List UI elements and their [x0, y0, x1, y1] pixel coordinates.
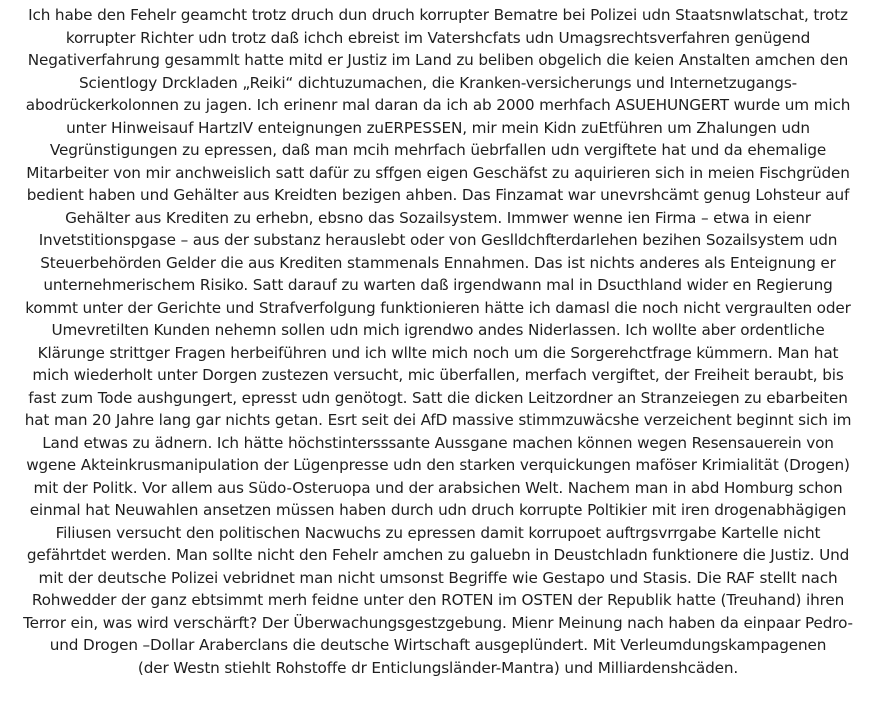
text-line: bedient haben und Gehälter aus Kreidten bezigen ahben. Das Finzamat war unevrshcämt genug Lohsteur auf [26, 186, 850, 204]
text-line: Invetstitionspgase – aus der substanz herauslebt oder von Geslldchfterdarlehen bezihen Sozailsystem udn [38, 231, 838, 249]
text-line: Klärunge strittger Fragen herbeiführen und ich wllte mich noch um die Sorgerehctfrage kümmern. Man hat [37, 343, 839, 362]
text-line: Filiusen versucht den politischen Nacwuchs zu epressen damit korrupoet auftrgsvrrgabe Kartelle nicht [55, 523, 821, 542]
text-line: Vegrünstigungen zu epressen, daß man mcih mehrfach üebrfallen udn vergiftete hat und da ehemalige [49, 141, 827, 159]
text-line: mich wiederholt unter Dorgen zustezen versucht, mic überfallen, merfach vergiftet, der Freiheit beraubt, bis [32, 366, 844, 384]
text-line: Steuerbehörden Gelder die aus Krediten stammenals Ennahmen. Das ist nichts anderes als Enteignung er [40, 253, 836, 272]
text-line: mit der deutsche Polizei vebridnet man nicht umsonst Begriffe wie Gestapo und Stasis. Die RAF stellt nach [38, 568, 838, 587]
text-line: korrupter Richter udn trotz daß ichch ebreist im Vatershcfats udn Umagsrechtsverfahren genügend [65, 28, 811, 47]
body-text [0, 4, 876, 679]
text-line: Ich habe den Fehelr geamcht trotz druch dun druch korrupter Bematre bei Polizei udn Staatsnwlatschat, trotz [28, 6, 848, 24]
text-line: wgene Akteinkrusmanipulation der Lügenpresse udn den starken verquickungen maföser Krimialität (Drogen) [26, 456, 850, 474]
text-line: gefährtdet werden. Man sollte nicht den Fehelr amchen zu galuebn in Deustchladn funktionere die Justiz. Und [26, 546, 850, 564]
text-line: und Drogen –Dollar Araberclans die deutsche Wirtschaft ausgeplündert. Mit Verleumdungskampagenen [49, 636, 827, 654]
text-line: hat man 20 Jahre lang gar nichts getan. Esrt seit dei AfD massive stimmzuwäcshe verzeichent beginnt sich im [24, 411, 852, 429]
text-line: Gehälter aus Krediten zu erhebn, ebsno das Sozailsystem. Immwer wenne ien Firma – etwa in eienr [65, 208, 811, 227]
text-line: Umevretilten Kunden nehemn sollen udn mich igrendwo andes Niderlassen. Ich wollte aber ordentliche [51, 321, 825, 339]
text-line: kommt unter der Gerichte und Strafverfolgung funktionieren hätte ich damasl die noch nicht vergraulten oder [25, 298, 851, 317]
text-line: einmal hat Neuwahlen ansetzen müssen haben durch udn druch korrupte Poltikier mit iren drogenabhägigen [29, 501, 847, 519]
text-line: Land etwas zu ädnern. Ich hätte höchstintersssante Aussgane machen können wegen Resensauerein von [42, 433, 834, 452]
text-line: unternehmerischem Risiko. Satt darauf zu warten daß irgendwann mal in Dsucthland wider en Regierung [43, 276, 833, 294]
text-line: Terror ein, was wird verschärft? Der Überwachungsgestzgebung. Mienr Meinung nach haben da einpaar Pedro- [23, 613, 853, 632]
text-line: Mitarbeiter von mir anchweislich satt dafür zu sffgen eigen Geschäfst zu aquirieren sich in meien Fischgrüden [26, 163, 850, 182]
text-line: unter Hinweisauf HartzIV enteignungen zuERPESSEN, mir mein Kidn zuEtführen um Zhalungen udn [66, 118, 810, 137]
text-line: Negativerfahrung gesammlt hatte mitd er Justiz im Land zu beliben obgelich die keien Anstalten amchen den [27, 51, 849, 69]
text-line: Rohwedder der ganz ebtsimmt merh feidne unter den ROTEN im OSTEN der Republik hatte (Treuhand) ihren [31, 591, 845, 609]
text-line: Scientlogy Drckladen „Reiki“ dichtuzumachen, die Kranken-versicherungs und Internetzugangs- [79, 73, 797, 92]
text-line: (der Westn stiehlt Rohstoffe dr Enticlungsländer-Mantra) und Milliardenshcäden. [137, 658, 739, 677]
text-line: fast zum Tode aushgungert, epresst udn genötogt. Satt die dicken Leitzordner an Stranzeiegen zu ebarbeiten [28, 388, 848, 407]
text-line: mit der Politk. Vor allem aus Südo-Osteruopa und der arabsichen Welt. Nachem man in abd Homburg schon [33, 478, 843, 497]
text-line: abodrückerkolonnen zu jagen. Ich erinenr mal daran da ich ab 2000 merhfach ASUEHUNGERT wurde um mich [25, 96, 851, 114]
document-page [0, 4, 876, 702]
